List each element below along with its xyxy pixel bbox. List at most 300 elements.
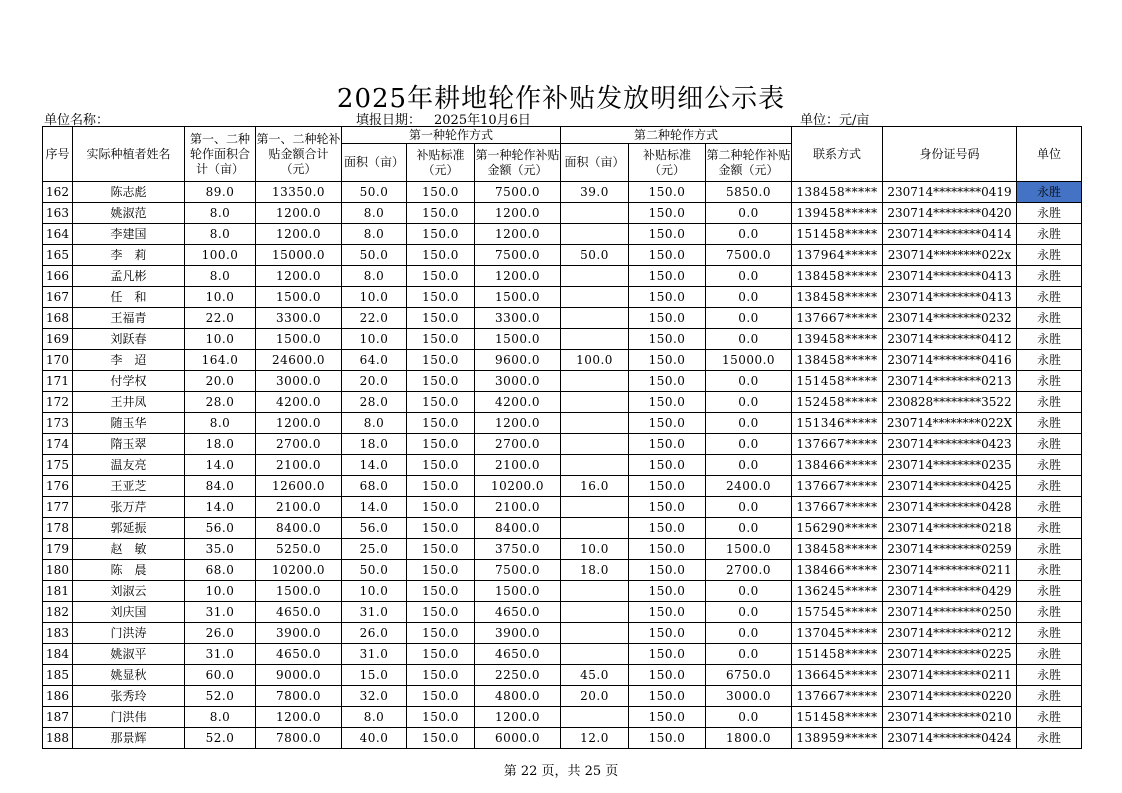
cell-area1[interactable]: 8.0 [342,266,407,287]
cell-std1[interactable]: 150.0 [407,224,475,245]
cell-area1[interactable]: 50.0 [342,560,407,581]
cell-amount2[interactable]: 0.0 [706,434,792,455]
cell-contact[interactable]: 137667***** [792,434,883,455]
cell-area-total[interactable]: 8.0 [185,413,256,434]
cell-id-number[interactable]: 230714********0425 [883,476,1017,497]
cell-area-total[interactable]: 14.0 [185,455,256,476]
cell-seq[interactable]: 162 [43,182,73,203]
cell-amount-total[interactable]: 8400.0 [256,518,342,539]
cell-seq[interactable]: 181 [43,581,73,602]
cell-id-number[interactable]: 230714********0250 [883,602,1017,623]
cell-amount2[interactable]: 0.0 [706,602,792,623]
cell-area-total[interactable]: 8.0 [185,266,256,287]
cell-area1[interactable]: 50.0 [342,245,407,266]
cell-area1[interactable]: 14.0 [342,455,407,476]
cell-area2[interactable] [561,224,629,245]
cell-name[interactable]: 任 和 [73,287,185,308]
cell-name[interactable]: 孟凡彬 [73,266,185,287]
cell-amount1[interactable]: 1500.0 [475,287,561,308]
cell-std1[interactable]: 150.0 [407,266,475,287]
cell-name[interactable]: 随玉华 [73,413,185,434]
cell-amount-total[interactable]: 4200.0 [256,392,342,413]
cell-seq[interactable]: 174 [43,434,73,455]
cell-area-total[interactable]: 89.0 [185,182,256,203]
cell-unit[interactable]: 永胜 [1017,371,1082,392]
cell-area1[interactable]: 8.0 [342,203,407,224]
cell-id-number[interactable]: 230714********022x [883,245,1017,266]
cell-contact[interactable]: 138458***** [792,266,883,287]
cell-area1[interactable]: 32.0 [342,686,407,707]
cell-contact[interactable]: 138466***** [792,560,883,581]
cell-std1[interactable]: 150.0 [407,539,475,560]
cell-unit[interactable]: 永胜 [1017,665,1082,686]
cell-amount-total[interactable]: 13350.0 [256,182,342,203]
cell-area-total[interactable]: 164.0 [185,350,256,371]
cell-seq[interactable]: 177 [43,497,73,518]
cell-amount1[interactable]: 3000.0 [475,371,561,392]
cell-area1[interactable]: 8.0 [342,707,407,728]
cell-amount1[interactable]: 2100.0 [475,497,561,518]
cell-seq[interactable]: 175 [43,455,73,476]
cell-id-number[interactable]: 230714********0211 [883,665,1017,686]
cell-contact[interactable]: 151458***** [792,707,883,728]
cell-std2[interactable]: 150.0 [629,266,706,287]
cell-area1[interactable]: 25.0 [342,539,407,560]
cell-area2[interactable] [561,623,629,644]
cell-amount1[interactable]: 1200.0 [475,266,561,287]
cell-contact[interactable]: 139458***** [792,329,883,350]
cell-amount-total[interactable]: 1200.0 [256,266,342,287]
cell-area1[interactable]: 10.0 [342,329,407,350]
cell-id-number[interactable]: 230714********0419 [883,182,1017,203]
cell-amount1[interactable]: 2700.0 [475,434,561,455]
cell-std2[interactable]: 150.0 [629,644,706,665]
cell-seq[interactable]: 172 [43,392,73,413]
cell-amount1[interactable]: 7500.0 [475,245,561,266]
cell-unit[interactable]: 永胜 [1017,203,1082,224]
cell-area2[interactable] [561,434,629,455]
cell-amount2[interactable]: 5850.0 [706,182,792,203]
cell-std2[interactable]: 150.0 [629,434,706,455]
cell-amount2[interactable]: 3000.0 [706,686,792,707]
cell-area1[interactable]: 10.0 [342,581,407,602]
cell-name[interactable]: 郭延振 [73,518,185,539]
cell-std1[interactable]: 150.0 [407,623,475,644]
cell-area2[interactable]: 18.0 [561,560,629,581]
cell-area1[interactable]: 31.0 [342,602,407,623]
cell-name[interactable]: 赵 敏 [73,539,185,560]
cell-std1[interactable]: 150.0 [407,413,475,434]
cell-area1[interactable]: 18.0 [342,434,407,455]
cell-amount1[interactable]: 4200.0 [475,392,561,413]
cell-amount2[interactable]: 0.0 [706,308,792,329]
cell-area2[interactable] [561,371,629,392]
cell-amount2[interactable]: 15000.0 [706,350,792,371]
cell-amount1[interactable]: 4800.0 [475,686,561,707]
cell-amount-total[interactable]: 15000.0 [256,245,342,266]
cell-area2[interactable] [561,329,629,350]
cell-area2[interactable] [561,581,629,602]
cell-name[interactable]: 刘跃春 [73,329,185,350]
cell-amount-total[interactable]: 5250.0 [256,539,342,560]
cell-id-number[interactable]: 230714********0211 [883,560,1017,581]
cell-std2[interactable]: 150.0 [629,224,706,245]
cell-seq[interactable]: 179 [43,539,73,560]
cell-std1[interactable]: 150.0 [407,686,475,707]
cell-amount2[interactable]: 0.0 [706,413,792,434]
cell-name[interactable]: 刘淑云 [73,581,185,602]
cell-std2[interactable]: 150.0 [629,413,706,434]
cell-amount-total[interactable]: 1500.0 [256,581,342,602]
cell-amount-total[interactable]: 3900.0 [256,623,342,644]
cell-contact[interactable]: 138458***** [792,350,883,371]
cell-amount-total[interactable]: 1500.0 [256,287,342,308]
cell-seq[interactable]: 164 [43,224,73,245]
cell-id-number[interactable]: 230714********0259 [883,539,1017,560]
cell-amount1[interactable]: 6000.0 [475,728,561,749]
cell-area2[interactable] [561,308,629,329]
cell-amount2[interactable]: 0.0 [706,707,792,728]
cell-contact[interactable]: 137667***** [792,308,883,329]
cell-area1[interactable]: 68.0 [342,476,407,497]
cell-area-total[interactable]: 60.0 [185,665,256,686]
cell-area1[interactable]: 10.0 [342,287,407,308]
cell-area-total[interactable]: 20.0 [185,371,256,392]
cell-amount1[interactable]: 2250.0 [475,665,561,686]
cell-std1[interactable]: 150.0 [407,707,475,728]
cell-area2[interactable] [561,266,629,287]
cell-amount-total[interactable]: 24600.0 [256,350,342,371]
cell-contact[interactable]: 151346***** [792,413,883,434]
cell-amount-total[interactable]: 7800.0 [256,728,342,749]
cell-area-total[interactable]: 68.0 [185,560,256,581]
cell-amount2[interactable]: 0.0 [706,392,792,413]
cell-std2[interactable]: 150.0 [629,245,706,266]
cell-amount1[interactable]: 3750.0 [475,539,561,560]
cell-seq[interactable]: 166 [43,266,73,287]
cell-std1[interactable]: 150.0 [407,350,475,371]
cell-seq[interactable]: 178 [43,518,73,539]
cell-name[interactable]: 付学权 [73,371,185,392]
cell-name[interactable]: 姚显秋 [73,665,185,686]
cell-area-total[interactable]: 10.0 [185,287,256,308]
cell-name[interactable]: 门洪伟 [73,707,185,728]
cell-area2[interactable] [561,497,629,518]
cell-contact[interactable]: 156290***** [792,518,883,539]
cell-area1[interactable]: 8.0 [342,224,407,245]
cell-amount2[interactable]: 0.0 [706,497,792,518]
cell-id-number[interactable]: 230714********0420 [883,203,1017,224]
cell-id-number[interactable]: 230714********0220 [883,686,1017,707]
cell-area2[interactable]: 10.0 [561,539,629,560]
cell-amount2[interactable]: 0.0 [706,581,792,602]
cell-std2[interactable]: 150.0 [629,686,706,707]
cell-unit[interactable]: 永胜 [1017,350,1082,371]
cell-amount-total[interactable]: 10200.0 [256,560,342,581]
cell-std1[interactable]: 150.0 [407,245,475,266]
cell-name[interactable]: 张万芹 [73,497,185,518]
cell-area-total[interactable]: 8.0 [185,203,256,224]
cell-amount-total[interactable]: 2100.0 [256,455,342,476]
cell-id-number[interactable]: 230714********0429 [883,581,1017,602]
cell-area2[interactable]: 16.0 [561,476,629,497]
cell-std2[interactable]: 150.0 [629,665,706,686]
cell-area-total[interactable]: 28.0 [185,392,256,413]
cell-area2[interactable] [561,602,629,623]
cell-amount2[interactable]: 7500.0 [706,245,792,266]
cell-name[interactable]: 姚淑平 [73,644,185,665]
cell-std2[interactable]: 150.0 [629,455,706,476]
cell-amount2[interactable]: 1500.0 [706,539,792,560]
cell-unit[interactable]: 永胜 [1017,434,1082,455]
cell-amount1[interactable]: 4650.0 [475,644,561,665]
cell-name[interactable]: 那景辉 [73,728,185,749]
cell-std1[interactable]: 150.0 [407,203,475,224]
cell-name[interactable]: 李 莉 [73,245,185,266]
cell-seq[interactable]: 171 [43,371,73,392]
cell-seq[interactable]: 188 [43,728,73,749]
cell-std1[interactable]: 150.0 [407,371,475,392]
cell-id-number[interactable]: 230714********0416 [883,350,1017,371]
cell-area2[interactable] [561,413,629,434]
cell-contact[interactable]: 137667***** [792,686,883,707]
cell-unit[interactable]: 永胜 [1017,497,1082,518]
cell-area2[interactable] [561,644,629,665]
cell-amount1[interactable]: 1500.0 [475,581,561,602]
cell-seq[interactable]: 173 [43,413,73,434]
cell-amount-total[interactable]: 2100.0 [256,497,342,518]
cell-amount-total[interactable]: 3000.0 [256,371,342,392]
cell-name[interactable]: 王亚芝 [73,476,185,497]
cell-std1[interactable]: 150.0 [407,308,475,329]
cell-area2[interactable] [561,203,629,224]
cell-unit[interactable]: 永胜 [1017,266,1082,287]
cell-name[interactable]: 张秀玲 [73,686,185,707]
cell-std1[interactable]: 150.0 [407,476,475,497]
cell-area1[interactable]: 15.0 [342,665,407,686]
cell-contact[interactable]: 136645***** [792,665,883,686]
cell-amount2[interactable]: 0.0 [706,623,792,644]
cell-amount1[interactable]: 9600.0 [475,350,561,371]
cell-area1[interactable]: 40.0 [342,728,407,749]
cell-area2[interactable]: 50.0 [561,245,629,266]
cell-area-total[interactable]: 26.0 [185,623,256,644]
cell-amount1[interactable]: 3900.0 [475,623,561,644]
cell-name[interactable]: 陈志彪 [73,182,185,203]
cell-area2[interactable] [561,518,629,539]
cell-unit[interactable]: 永胜 [1017,686,1082,707]
cell-area2[interactable] [561,455,629,476]
cell-amount2[interactable]: 0.0 [706,518,792,539]
cell-amount2[interactable]: 0.0 [706,203,792,224]
cell-unit[interactable]: 永胜 [1017,644,1082,665]
cell-area2[interactable]: 20.0 [561,686,629,707]
cell-id-number[interactable]: 230714********0428 [883,497,1017,518]
cell-unit[interactable]: 永胜 [1017,308,1082,329]
cell-area1[interactable]: 50.0 [342,182,407,203]
cell-unit[interactable]: 永胜 [1017,518,1082,539]
cell-area1[interactable]: 22.0 [342,308,407,329]
cell-area1[interactable]: 14.0 [342,497,407,518]
cell-area2[interactable] [561,287,629,308]
cell-area1[interactable]: 28.0 [342,392,407,413]
cell-std2[interactable]: 150.0 [629,560,706,581]
cell-id-number[interactable]: 230714********0412 [883,329,1017,350]
cell-amount-total[interactable]: 4650.0 [256,602,342,623]
cell-contact[interactable]: 137045***** [792,623,883,644]
cell-amount-total[interactable]: 1200.0 [256,224,342,245]
cell-name[interactable]: 刘庆国 [73,602,185,623]
cell-area2[interactable]: 12.0 [561,728,629,749]
cell-amount1[interactable]: 1200.0 [475,224,561,245]
cell-area2[interactable] [561,392,629,413]
cell-seq[interactable]: 186 [43,686,73,707]
cell-amount1[interactable]: 7500.0 [475,560,561,581]
cell-std2[interactable]: 150.0 [629,623,706,644]
cell-unit[interactable]: 永胜 [1017,707,1082,728]
cell-area-total[interactable]: 35.0 [185,539,256,560]
cell-amount1[interactable]: 1200.0 [475,707,561,728]
cell-id-number[interactable]: 230714********0423 [883,434,1017,455]
cell-amount-total[interactable]: 1200.0 [256,203,342,224]
cell-std2[interactable]: 150.0 [629,308,706,329]
cell-std1[interactable]: 150.0 [407,518,475,539]
cell-unit[interactable]: 永胜 [1017,455,1082,476]
cell-unit[interactable]: 永胜 [1017,476,1082,497]
cell-std2[interactable]: 150.0 [629,518,706,539]
cell-area-total[interactable]: 56.0 [185,518,256,539]
cell-std1[interactable]: 150.0 [407,560,475,581]
cell-name[interactable]: 隋玉翠 [73,434,185,455]
cell-amount-total[interactable]: 3300.0 [256,308,342,329]
cell-amount-total[interactable]: 1200.0 [256,413,342,434]
cell-unit[interactable]: 永胜 [1017,728,1082,749]
cell-amount2[interactable]: 6750.0 [706,665,792,686]
cell-unit[interactable]: 永胜 [1017,245,1082,266]
cell-seq[interactable]: 163 [43,203,73,224]
cell-id-number[interactable]: 230714********0414 [883,224,1017,245]
cell-name[interactable]: 温友亮 [73,455,185,476]
cell-contact[interactable]: 138458***** [792,182,883,203]
cell-amount-total[interactable]: 1200.0 [256,707,342,728]
cell-std2[interactable]: 150.0 [629,182,706,203]
cell-seq[interactable]: 169 [43,329,73,350]
cell-std2[interactable]: 150.0 [629,203,706,224]
cell-id-number[interactable]: 230714********0235 [883,455,1017,476]
cell-std2[interactable]: 150.0 [629,350,706,371]
cell-amount1[interactable]: 10200.0 [475,476,561,497]
cell-std1[interactable]: 150.0 [407,329,475,350]
cell-amount2[interactable]: 1800.0 [706,728,792,749]
cell-unit[interactable]: 永胜 [1017,560,1082,581]
cell-id-number[interactable]: 230828********3522 [883,392,1017,413]
cell-amount-total[interactable]: 9000.0 [256,665,342,686]
cell-unit[interactable]: 永胜 [1017,602,1082,623]
cell-id-number[interactable]: 230714********0424 [883,728,1017,749]
cell-std1[interactable]: 150.0 [407,497,475,518]
cell-area2[interactable]: 100.0 [561,350,629,371]
cell-seq[interactable]: 182 [43,602,73,623]
cell-std1[interactable]: 150.0 [407,182,475,203]
cell-area-total[interactable]: 84.0 [185,476,256,497]
cell-area1[interactable]: 26.0 [342,623,407,644]
cell-amount1[interactable]: 2100.0 [475,455,561,476]
cell-area1[interactable]: 8.0 [342,413,407,434]
cell-amount2[interactable]: 0.0 [706,329,792,350]
cell-std2[interactable]: 150.0 [629,329,706,350]
cell-seq[interactable]: 165 [43,245,73,266]
cell-area-total[interactable]: 31.0 [185,644,256,665]
cell-area2[interactable] [561,707,629,728]
cell-amount1[interactable]: 1500.0 [475,329,561,350]
cell-name[interactable]: 王井凤 [73,392,185,413]
cell-contact[interactable]: 137964***** [792,245,883,266]
cell-std2[interactable]: 150.0 [629,581,706,602]
cell-amount2[interactable]: 0.0 [706,455,792,476]
cell-unit[interactable]: 永胜 [1017,182,1082,203]
cell-amount2[interactable]: 0.0 [706,224,792,245]
cell-area-total[interactable]: 8.0 [185,707,256,728]
cell-area-total[interactable]: 14.0 [185,497,256,518]
cell-std1[interactable]: 150.0 [407,644,475,665]
cell-id-number[interactable]: 230714********0232 [883,308,1017,329]
cell-seq[interactable]: 185 [43,665,73,686]
cell-id-number[interactable]: 230714********0413 [883,266,1017,287]
cell-area-total[interactable]: 52.0 [185,728,256,749]
cell-unit[interactable]: 永胜 [1017,287,1082,308]
cell-unit[interactable]: 永胜 [1017,623,1082,644]
cell-contact[interactable]: 138458***** [792,287,883,308]
cell-contact[interactable]: 152458***** [792,392,883,413]
cell-std2[interactable]: 150.0 [629,497,706,518]
cell-std2[interactable]: 150.0 [629,602,706,623]
cell-seq[interactable]: 187 [43,707,73,728]
cell-std2[interactable]: 150.0 [629,392,706,413]
cell-area1[interactable]: 31.0 [342,644,407,665]
cell-seq[interactable]: 184 [43,644,73,665]
cell-amount2[interactable]: 0.0 [706,644,792,665]
cell-amount2[interactable]: 2700.0 [706,560,792,581]
cell-seq[interactable]: 176 [43,476,73,497]
cell-amount2[interactable]: 0.0 [706,266,792,287]
cell-area-total[interactable]: 31.0 [185,602,256,623]
cell-std2[interactable]: 150.0 [629,287,706,308]
cell-name[interactable]: 李建国 [73,224,185,245]
cell-contact[interactable]: 137667***** [792,476,883,497]
cell-std2[interactable]: 150.0 [629,707,706,728]
cell-contact[interactable]: 151458***** [792,644,883,665]
cell-seq[interactable]: 183 [43,623,73,644]
cell-area-total[interactable]: 10.0 [185,581,256,602]
cell-std1[interactable]: 150.0 [407,392,475,413]
cell-std1[interactable]: 150.0 [407,434,475,455]
cell-name[interactable]: 李 迢 [73,350,185,371]
cell-id-number[interactable]: 230714********0218 [883,518,1017,539]
cell-unit[interactable]: 永胜 [1017,329,1082,350]
cell-name[interactable]: 门洪涛 [73,623,185,644]
cell-name[interactable]: 王福青 [73,308,185,329]
cell-amount1[interactable]: 3300.0 [475,308,561,329]
cell-seq[interactable]: 180 [43,560,73,581]
cell-area-total[interactable]: 8.0 [185,224,256,245]
cell-contact[interactable]: 136245***** [792,581,883,602]
cell-name[interactable]: 姚淑范 [73,203,185,224]
cell-contact[interactable]: 151458***** [792,224,883,245]
cell-area-total[interactable]: 100.0 [185,245,256,266]
cell-std1[interactable]: 150.0 [407,287,475,308]
cell-contact[interactable]: 138458***** [792,539,883,560]
cell-std2[interactable]: 150.0 [629,539,706,560]
